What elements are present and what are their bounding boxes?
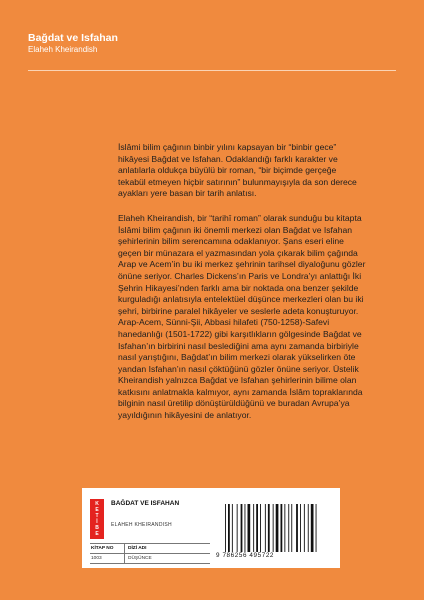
barcode-bar <box>276 504 279 552</box>
dizi-adi-label: DİZİ ADI <box>128 546 147 551</box>
info-panel <box>82 488 340 568</box>
barcode-bar <box>268 504 270 552</box>
barcode-bar <box>273 504 274 552</box>
barcode-bar <box>308 504 309 552</box>
barcode-bar <box>291 504 292 552</box>
barcode-bar <box>241 504 243 552</box>
barcode <box>224 504 328 552</box>
barcode-bar <box>248 504 251 552</box>
barcode-bar <box>288 504 289 552</box>
barcode-bar <box>311 504 314 552</box>
kitap-no-value: 1003 <box>91 556 102 561</box>
kitap-no-label: KİTAP NO <box>91 546 114 551</box>
logo-letter: T <box>95 513 99 519</box>
dizi-adi-value: DÜŞÜNCE <box>128 556 152 561</box>
barcode-bar <box>265 504 266 552</box>
header-divider <box>28 70 396 71</box>
barcode-bar <box>296 504 298 552</box>
barcode-bar <box>284 504 285 552</box>
panel-divider <box>90 543 210 544</box>
logo-letter: B <box>95 525 99 531</box>
blurb-paragraph: İslâmi bilim çağının binbir yılını kapsayan bir “binbir gece” hikâyesi Bağdat ve Isfahan. Odaklandığı farklı karakter ve anlatılarla oldukça büyülü bir roman, “bir biçimde gerçeğe tekabül etmeyen hiçbir satırının” bulunmayışıyla da son derece ayakları yere basan bir tarih anlatısı. <box>118 142 357 199</box>
barcode-bar <box>237 504 238 552</box>
barcode-bar <box>281 504 283 552</box>
logo-letter: E <box>95 507 99 513</box>
barcode-bar <box>300 504 301 552</box>
barcode-bar <box>225 504 226 552</box>
logo-letter: K <box>95 501 99 507</box>
panel-divider <box>90 553 210 554</box>
barcode-number: 9 786256 495722 <box>216 552 275 559</box>
barcode-bar <box>228 504 230 552</box>
blurb-text <box>118 142 366 435</box>
barcode-bar <box>316 504 317 552</box>
logo-letter: E <box>95 531 99 537</box>
publisher-logo <box>90 499 104 539</box>
logo-letter: İ <box>96 519 98 525</box>
barcode-bar <box>245 504 246 552</box>
barcode-bar <box>253 504 254 552</box>
panel-book-title: BAĞDAT VE ISFAHAN <box>111 500 180 507</box>
header-book-author: Elaheh Kheirandish <box>28 45 98 54</box>
header-book-title: Bağdat ve Isfahan <box>28 32 118 44</box>
barcode-bar <box>260 504 261 552</box>
blurb-paragraph: Elaheh Kheirandish, bir “tarihî roman” olarak sunduğu bu kitapta İslâmi bilim çağının iki önemli merkezi olan Bağdat ve Isfahan şehirlerinin bilim serencamına odaklanıyor. Şans eseri eline geçen bir münazara el yazmasından yola çıkarak bilim çağında Arap ve Acem’in bu iki merkez şehrinin tarihsel diyaloğunu gözler önüne seriyor. Charles Dickens’ın Paris ve Londra’yı anlattığı İki Şehrin Hikayesi’nden farklı ama bir noktada ona benzer şekilde kurguladığı anlatısıyla entelektüel düşünce merkezleri olan bu iki şehri, birbirine paralel hikâyeler ve seslerle adeta konuşturuyor. Arap-Acem, Sünni-Şii, Abbasi hilafeti (750-1258)-Safevi hanedanlığı (1501-1722) gibi karşıtlıkların gölgesinde Bağdat ve Isfahan’ın birbirini nasıl beslediğini ama aynı zamanda birbiriyle nasıl yarıştığını, Bağdat’ın bilim merkezi olarak yükselirken öte yandan Isfahan’ın nasıl çöktüğünü gözler önüne seriyor. Üstelik Kheirandish yalnızca Bağdat ve Isfahan şehirlerinin bilime olan katkısını anlatmakla kalmıyor, aynı zamanda İslâm topraklarında bilginin nasıl üretilip dönüştürüldüğünü ve buradan Avrupa’ya yayıldığının hikâyesini de anlatıyor. <box>118 212 366 421</box>
barcode-bar <box>232 504 233 552</box>
panel-divider <box>90 563 210 564</box>
panel-column-divider <box>124 544 125 564</box>
panel-book-author: ELAHEH KHEIRANDISH <box>111 522 172 528</box>
barcode-bar <box>256 504 258 552</box>
barcode-bar <box>304 504 305 552</box>
